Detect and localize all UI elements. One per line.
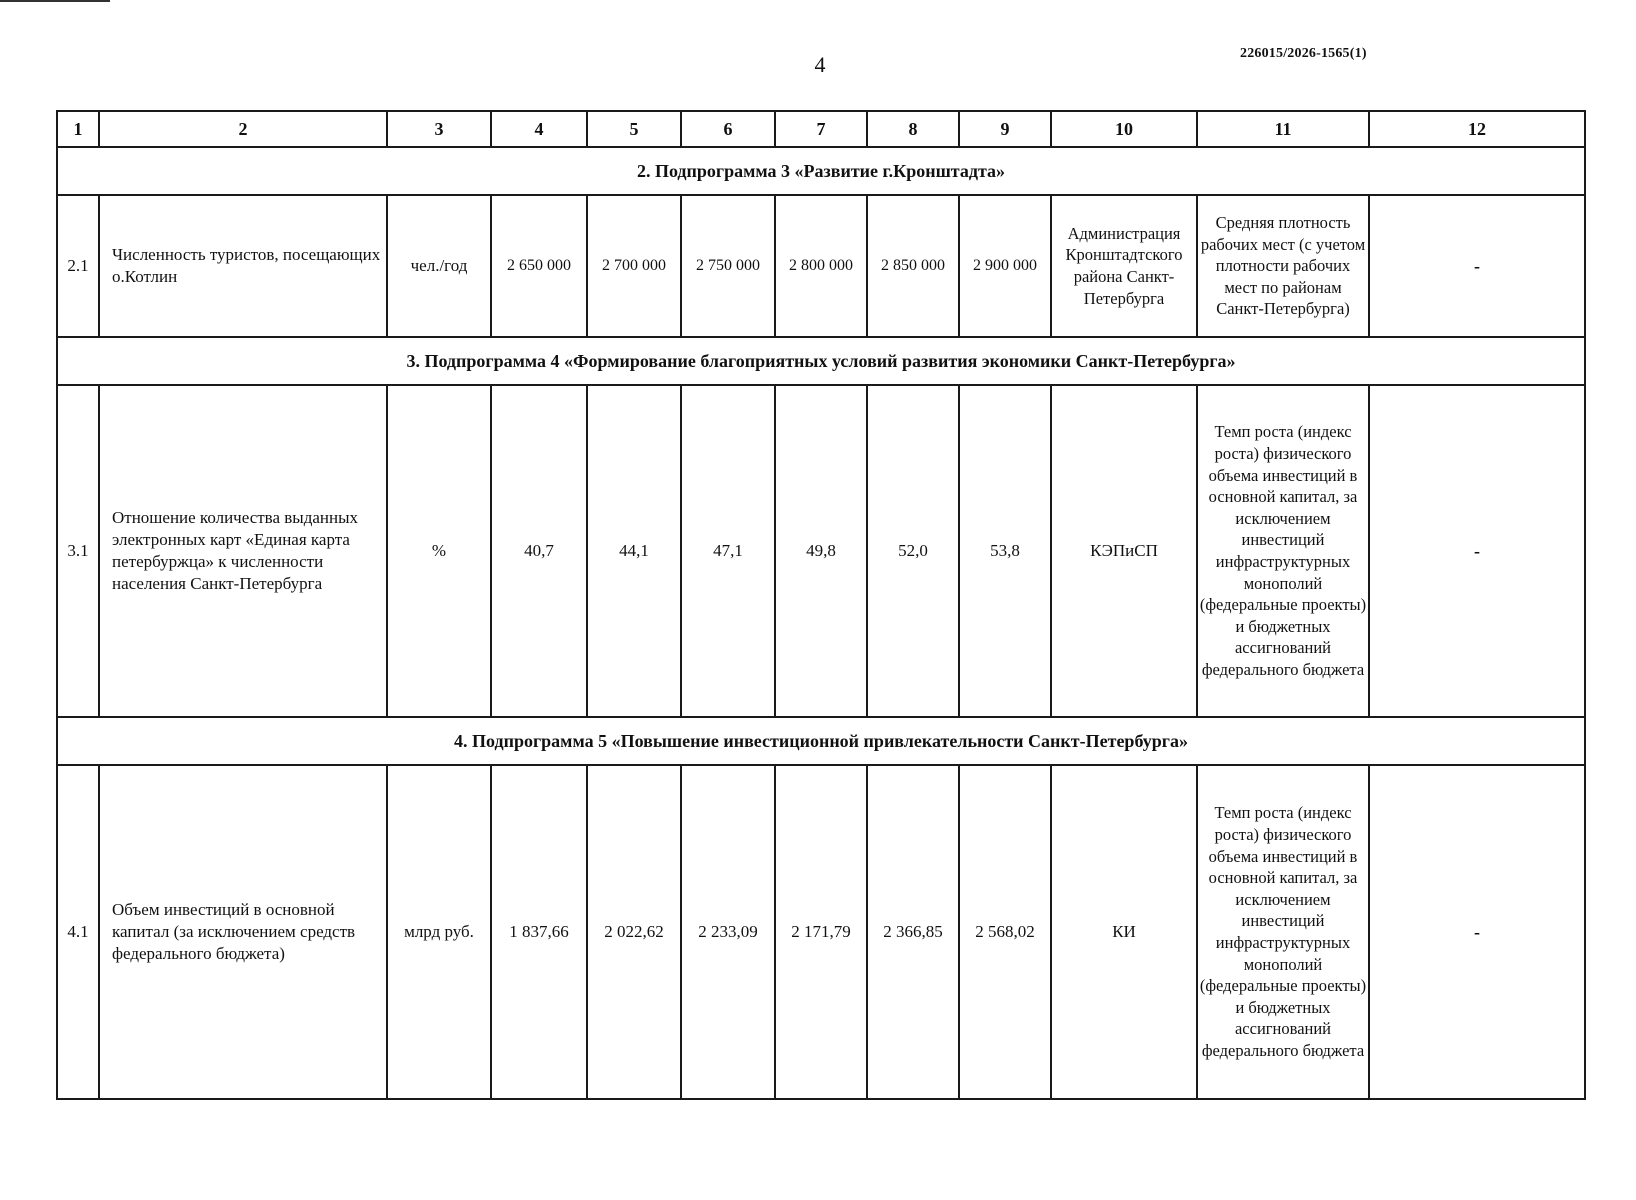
- indicator-name: Отношение количества выданных электронных карт «Единая карта петербуржца» к численности населения Санкт-Петербурга: [99, 385, 387, 717]
- column-number: 11: [1197, 111, 1369, 147]
- table-row: [57, 385, 1585, 717]
- value-cell: 47,1: [681, 385, 775, 717]
- unit-cell: млрд руб.: [387, 765, 491, 1099]
- indicator-name: Объем инвестиций в основной капитал (за исключением средств федерального бюджета): [99, 765, 387, 1099]
- column-number: 8: [867, 111, 959, 147]
- value-cell: 2 171,79: [775, 765, 867, 1099]
- row-number: 4.1: [57, 765, 99, 1099]
- value-cell: 2 568,02: [959, 765, 1051, 1099]
- row-number: 2.1: [57, 195, 99, 337]
- column-number: 5: [587, 111, 681, 147]
- basis-cell: Темп роста (индекс роста) физического объема инвестиций в основной капитал, за исключением инвестиций инфраструктурных монополий (федеральные проекты) и бюджетных ассигнований федерального бюджета: [1197, 765, 1369, 1099]
- value-cell: 2 233,09: [681, 765, 775, 1099]
- section-header-row: [57, 717, 1585, 765]
- corner-scan-mark: [0, 0, 110, 2]
- basis-cell: Темп роста (индекс роста) физического объема инвестиций в основной капитал, за исключением инвестиций инфраструктурных монополий (федеральные проекты) и бюджетных ассигнований федерального бюджета: [1197, 385, 1369, 717]
- value-cell: 52,0: [867, 385, 959, 717]
- value-cell: 53,8: [959, 385, 1051, 717]
- value-cell: 1 837,66: [491, 765, 587, 1099]
- value-cell: 2 900 000: [959, 195, 1051, 337]
- column-number-row: [57, 111, 1585, 147]
- section-title: 2. Подпрограмма 3 «Развитие г.Кронштадта»: [57, 147, 1585, 195]
- unit-cell: %: [387, 385, 491, 717]
- section-header-row: [57, 147, 1585, 195]
- value-cell: 2 800 000: [775, 195, 867, 337]
- responsible-cell: Администрация Кронштадтского района Санкт-Петербурга: [1051, 195, 1197, 337]
- column-number: 4: [491, 111, 587, 147]
- indicators-table: [56, 110, 1586, 1100]
- basis-cell: Средняя плотность рабочих мест (с учетом плотности рабочих мест по районам Санкт-Петербурга): [1197, 195, 1369, 337]
- responsible-cell: КЭПиСП: [1051, 385, 1197, 717]
- value-cell: 2 850 000: [867, 195, 959, 337]
- column-number: 10: [1051, 111, 1197, 147]
- column-number: 6: [681, 111, 775, 147]
- column-number: 2: [99, 111, 387, 147]
- indicator-name: Численность туристов, посещающих о.Котлин: [99, 195, 387, 337]
- column-number: 1: [57, 111, 99, 147]
- value-cell: 2 700 000: [587, 195, 681, 337]
- column-number: 12: [1369, 111, 1585, 147]
- value-cell: 2 366,85: [867, 765, 959, 1099]
- document-number: 226015/2026-1565(1): [1240, 46, 1367, 61]
- unit-cell: чел./год: [387, 195, 491, 337]
- column-number: 9: [959, 111, 1051, 147]
- section-header-row: [57, 337, 1585, 385]
- column-number: 7: [775, 111, 867, 147]
- responsible-cell: КИ: [1051, 765, 1197, 1099]
- column-number: 3: [387, 111, 491, 147]
- value-cell: 2 650 000: [491, 195, 587, 337]
- column-12-cell: -: [1369, 195, 1585, 337]
- value-cell: 2 750 000: [681, 195, 775, 337]
- page-number: 4: [814, 52, 826, 77]
- section-title: 3. Подпрограмма 4 «Формирование благоприятных условий развития экономики Санкт-Петербурга»: [57, 337, 1585, 385]
- table-row: [57, 765, 1585, 1099]
- value-cell: 40,7: [491, 385, 587, 717]
- row-number: 3.1: [57, 385, 99, 717]
- column-12-cell: -: [1369, 385, 1585, 717]
- column-12-cell: -: [1369, 765, 1585, 1099]
- value-cell: 44,1: [587, 385, 681, 717]
- table-row: [57, 195, 1585, 337]
- section-title: 4. Подпрограмма 5 «Повышение инвестиционной привлекательности Санкт-Петербурга»: [57, 717, 1585, 765]
- value-cell: 49,8: [775, 385, 867, 717]
- value-cell: 2 022,62: [587, 765, 681, 1099]
